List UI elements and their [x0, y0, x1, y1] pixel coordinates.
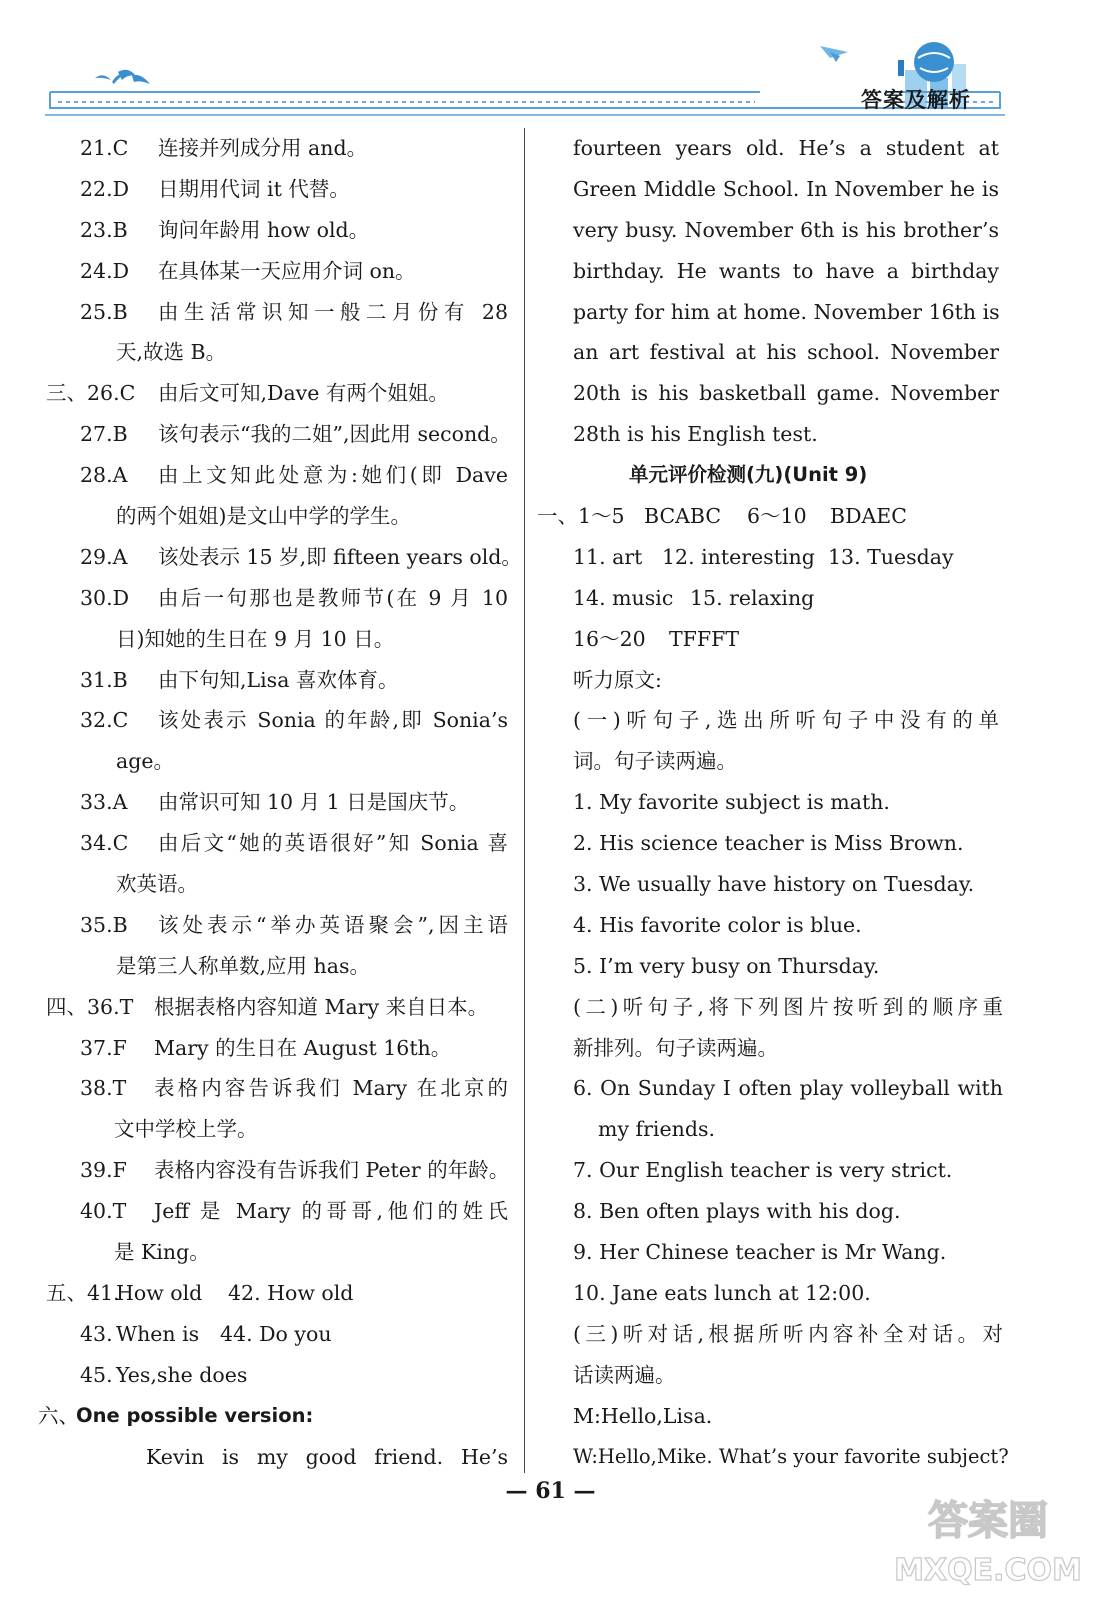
answer-explanation: 的两个姐姐)是文山中学的学生。: [116, 504, 411, 529]
script-sentence: 2. His science teacher is Miss Brown.: [573, 831, 964, 856]
answer-explanation: age。: [116, 749, 174, 774]
answer-explanation: Mary 的生日在 August 16th。: [154, 1035, 452, 1060]
answer-explanation: 欢英语。: [116, 872, 198, 897]
answer-number: 一、1～5: [537, 504, 625, 529]
instruction-text: 话读两遍。: [573, 1362, 676, 1387]
answer-number: 三、26.C: [46, 381, 136, 406]
answer-line: [42, 1150, 524, 1191]
answer-line-cont: [42, 1109, 524, 1150]
left-column: [38, 128, 524, 1477]
answer-line: [42, 660, 524, 701]
answer-explanation: 由常识可知 10 月 1 日是国庆节。: [158, 790, 470, 815]
answer-line: [42, 373, 524, 414]
answer-text: 15. relaxing: [690, 585, 815, 610]
script-sentence: 4. His favorite color is blue.: [573, 912, 862, 937]
answer-text: 16～20: [573, 626, 646, 651]
answer-text: 11. art: [573, 544, 643, 569]
dialogue-line: M:Hello,Lisa.: [573, 1403, 713, 1428]
answer-explanation: 该句表示“我的二姐”,因此用 second。: [158, 422, 511, 447]
right-column: [537, 128, 1013, 1477]
answer-text: BDAEC: [830, 504, 907, 529]
text-line: [573, 660, 1013, 701]
answer-explanation: 在具体某一天应用介词 on。: [158, 258, 416, 283]
answer-number: 43.: [80, 1321, 113, 1346]
column-divider: [524, 128, 525, 1473]
answer-text: BCABC: [644, 504, 722, 529]
answer-line: [42, 251, 524, 292]
answer-line: [42, 414, 524, 455]
text-line: [573, 741, 1013, 782]
essay-text: an art festival at his school. November: [573, 340, 999, 365]
dialogue-line: W:Hello,Mike. What’s your favorite subject?: [573, 1444, 1009, 1468]
answer-explanation: 日)知她的生日在 9 月 10 日。: [116, 626, 395, 651]
answer-text: 14. music: [573, 585, 674, 610]
essay-text: Green Middle School. In November he is: [573, 176, 999, 201]
instruction-text: 新排列。句子读两遍。: [573, 1035, 778, 1060]
answer-line-cont: [42, 332, 524, 373]
answer-line: [42, 700, 524, 741]
text-line: [573, 946, 1013, 987]
answer-line: [573, 578, 1013, 619]
answer-explanation: 是 King。: [114, 1240, 210, 1265]
answer-line: [42, 169, 524, 210]
essay-text: party for him at home. November 16th is: [573, 299, 1000, 324]
instruction-text: (二)听句子,将下列图片按听到的顺序重: [573, 994, 1003, 1019]
answer-explanation: 由生活常识知一般二月份有 28: [158, 299, 508, 324]
answer-line: [42, 578, 524, 619]
text-line: [573, 1355, 1013, 1396]
answer-line-cont: [42, 619, 524, 660]
answer-line-cont: [42, 496, 524, 537]
instruction-text: (一)听句子,选出所听句子中没有的单: [573, 708, 999, 733]
answer-explanation: 询问年龄用 how old。: [158, 217, 370, 242]
text-line: [573, 1028, 1013, 1069]
script-sentence: 6. On Sunday I often play volleyball with: [573, 1076, 1003, 1101]
answer-line: [42, 128, 524, 169]
answer-explanation: 由后一句那也是教师节(在 9 月 10: [158, 585, 508, 610]
answer-text: Yes,she does: [116, 1362, 248, 1387]
essay-text: very busy. November 6th is his brother’s: [573, 217, 999, 242]
answer-number: 39.F: [80, 1158, 127, 1183]
answer-text: TFFFT: [669, 626, 740, 651]
answer-explanation: 文中学校上学。: [114, 1117, 258, 1142]
answer-number: 38.T: [80, 1076, 127, 1101]
answer-explanation: 由后文可知,Dave 有两个姐姐。: [158, 381, 449, 406]
answer-line: [42, 292, 524, 333]
essay-text: 28th is his English test.: [573, 422, 818, 447]
answer-explanation: 表格内容告诉我们 Mary 在北京的: [154, 1076, 508, 1101]
answer-explanation: 是第三人称单数,应用 has。: [116, 953, 370, 978]
answer-line: [42, 455, 524, 496]
answer-number: 四、36.T: [46, 994, 134, 1019]
text-line: [573, 987, 1013, 1028]
essay-line: [573, 128, 1013, 169]
text-line: [573, 1314, 1013, 1355]
script-sentence: 7. Our English teacher is very strict.: [573, 1158, 953, 1183]
answer-number: 37.F: [80, 1035, 127, 1060]
answer-explanation: 表格内容没有告诉我们 Peter 的年龄。: [154, 1158, 510, 1183]
script-sentence: 3. We usually have history on Tuesday.: [573, 872, 975, 897]
answer-number: 34.C: [80, 831, 129, 856]
answer-explanation: 日期用代词 it 代替。: [158, 176, 350, 201]
answer-number: 27.B: [80, 422, 128, 447]
essay-line: [42, 1437, 524, 1478]
essay-line: [573, 251, 1013, 292]
text-line: [573, 905, 1013, 946]
answer-line: [42, 823, 524, 864]
text-line: [573, 1109, 1013, 1150]
answer-line-cont: [42, 946, 524, 987]
paper-plane-icon: [820, 46, 848, 62]
text-line: [573, 1396, 1013, 1437]
svg-text:MXQE.COM: MXQE.COM: [894, 1553, 1082, 1588]
answer-explanation: 根据表格内容知道 Mary 来自日本。: [154, 994, 489, 1019]
answer-number: 31.B: [80, 667, 128, 692]
answer-number: 29.A: [80, 544, 128, 569]
answer-text: How old: [116, 1280, 203, 1305]
answer-line-cont: [42, 1232, 524, 1273]
birds-icon: [95, 70, 150, 84]
instruction-text: (三)听对话,根据所听内容补全对话。对: [573, 1321, 1003, 1346]
text-line: [573, 1150, 1013, 1191]
essay-text: fourteen years old. He’s a student at: [573, 136, 999, 160]
svg-text:答案圈: 答案圈: [928, 1498, 1048, 1544]
essay-line: [573, 414, 1013, 455]
answer-number: 23.B: [80, 217, 128, 242]
answer-number: 28.A: [80, 463, 128, 488]
answer-line: [42, 1314, 524, 1355]
answer-number: 25.B: [80, 299, 128, 324]
script-sentence: 5. I’m very busy on Thursday.: [573, 953, 880, 978]
text-line: [573, 1437, 1013, 1478]
essay-text: birthday. He wants to have a birthday: [573, 258, 999, 283]
page-header: [0, 0, 1101, 125]
answer-line: [42, 210, 524, 251]
watermark-logo: [893, 1482, 1083, 1592]
answer-line-cont: [42, 741, 524, 782]
instruction-text: 词。句子读两遍。: [573, 749, 737, 774]
answer-number: 22.D: [80, 176, 130, 201]
section-title-line: [573, 455, 1013, 496]
answer-explanation: 该处表示 15 岁,即 fifteen years old。: [158, 544, 522, 569]
unit-test-title: 单元评价检测(九)(Unit 9): [629, 463, 868, 487]
answer-text: When is: [116, 1321, 200, 1346]
answer-number: 五、41.: [46, 1280, 120, 1305]
answer-line: [537, 496, 1013, 537]
answer-number: 30.D: [80, 585, 130, 610]
answer-explanation: 该处表示“举办英语聚会”,因主语: [158, 912, 508, 937]
essay-line: [573, 373, 1013, 414]
essay-line: [573, 169, 1013, 210]
answer-explanation: 该处表示 Sonia 的年龄,即 Sonia’s: [158, 708, 508, 733]
answer-number: 33.A: [80, 790, 128, 815]
text-line: [573, 1232, 1013, 1273]
essay-text: 20th is his basketball game. November: [573, 381, 999, 406]
answer-line: [42, 782, 524, 823]
script-sentence: 10. Jane eats lunch at 12:00.: [573, 1280, 871, 1305]
essay-line: [573, 292, 1013, 333]
answer-number: 45.: [80, 1362, 113, 1387]
answer-line: [573, 537, 1013, 578]
answer-explanation: Jeff 是 Mary 的哥哥,他们的姓氏: [154, 1199, 508, 1224]
script-sentence: 1. My favorite subject is math.: [573, 790, 890, 815]
answer-explanation: 由下句知,Lisa 喜欢体育。: [158, 667, 399, 692]
essay-line: [573, 332, 1013, 373]
answer-number: 24.D: [80, 258, 130, 283]
answer-text: 44. Do you: [220, 1321, 332, 1346]
answer-number: 35.B: [80, 912, 128, 937]
answer-number: 40.T: [80, 1199, 127, 1224]
text-line: [573, 700, 1013, 741]
answer-line: [42, 1273, 524, 1314]
header-title: 答案及解析: [861, 88, 971, 112]
page-number: — 61 —: [505, 1478, 596, 1504]
answer-line: [42, 1068, 524, 1109]
answer-explanation: 连接并列成分用 and。: [158, 136, 368, 160]
version-heading: One possible version:: [76, 1403, 314, 1427]
answer-line: [42, 1191, 524, 1232]
answer-explanation: 由后文“她的英语很好”知 Sonia 喜: [158, 831, 508, 856]
text-line: [573, 782, 1013, 823]
section-number: 六、: [38, 1403, 79, 1428]
script-sentence: my friends.: [598, 1117, 715, 1142]
answer-line: [42, 987, 524, 1028]
watermark-icon: [893, 1482, 1083, 1592]
answer-line-cont: [42, 864, 524, 905]
essay-line: [573, 210, 1013, 251]
text-line: [573, 1273, 1013, 1314]
answer-line: [38, 1396, 524, 1437]
answer-line: [573, 619, 1013, 660]
answer-number: 32.C: [80, 708, 129, 733]
listening-script-heading: 听力原文:: [573, 667, 662, 692]
answer-number: 21.C: [80, 136, 129, 160]
text-line: [573, 1191, 1013, 1232]
text-line: [573, 1068, 1013, 1109]
answer-line: [42, 537, 524, 578]
answer-explanation: 由上文知此处意为:她们(即 Dave: [158, 463, 508, 488]
answer-line: [42, 1028, 524, 1069]
answer-explanation: 天,故选 B。: [116, 340, 227, 365]
essay-text: Kevin is my good friend. He’s: [146, 1444, 508, 1469]
answer-line: [42, 1355, 524, 1396]
script-sentence: 9. Her Chinese teacher is Mr Wang.: [573, 1240, 947, 1265]
answer-text: 12. interesting: [662, 544, 815, 569]
answer-text: 42. How old: [228, 1280, 354, 1305]
text-line: [573, 823, 1013, 864]
answer-text: 6～10: [747, 504, 807, 529]
answer-text: 13. Tuesday: [828, 544, 954, 569]
script-sentence: 8. Ben often plays with his dog.: [573, 1199, 901, 1224]
answer-line: [42, 905, 524, 946]
text-line: [573, 864, 1013, 905]
